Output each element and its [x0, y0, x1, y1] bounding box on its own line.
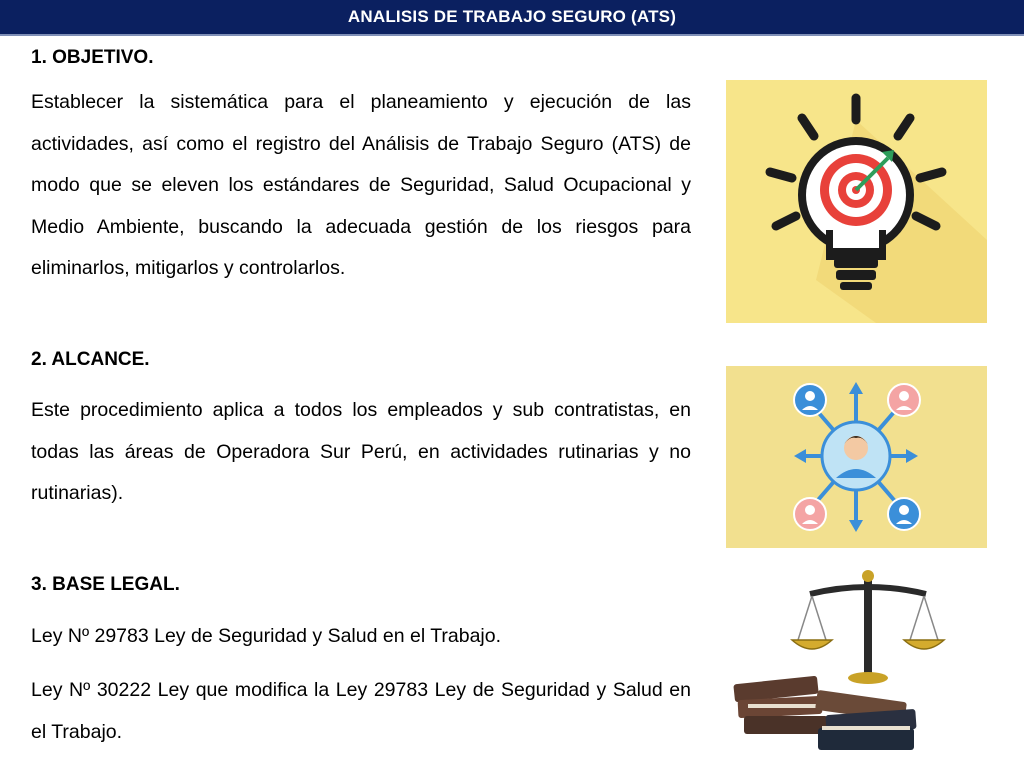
people-network-illustration — [726, 366, 987, 548]
justice-scale-books-illustration — [726, 560, 987, 758]
lightbulb-icon — [726, 80, 987, 323]
section-heading-alcance: 2. ALCANCE. — [31, 349, 150, 370]
page-title: ANALISIS DE TRABAJO SEGURO (ATS) — [347, 7, 677, 26]
title-bar — [0, 0, 1024, 36]
people-network-icon — [726, 366, 987, 548]
section-heading-objetivo: 1. OBJETIVO. — [31, 47, 154, 68]
law-item-1: Ley Nº 29783 Ley de Seguridad y Salud en el Trabajo. — [31, 625, 502, 647]
scale-icon — [726, 560, 987, 758]
section-heading-base-legal: 3. BASE LEGAL. — [31, 574, 180, 595]
lightbulb-target-illustration — [726, 80, 987, 323]
law-item-2: Ley Nº 30222 Ley que modifica la Ley 29783 Ley de Seguridad y Salud en el Trabajo. — [31, 679, 691, 743]
section-text-objetivo: Establecer la sistemática para el planeamiento y ejecución de las actividades, así como el registro del Análisis de Trabajo Seguro (ATS) de modo que se eleven los estándares de Seguridad, Salud Ocupacional y Medio Ambiente, buscando la adecuada gestión de los riesgos para eliminarlos, mitigarlos y controlarlos. — [31, 91, 691, 279]
section-text-alcance: Este procedimiento aplica a todos los empleados y sub contratistas, en todas las áreas de Operadora Sur Perú, en actividades rutinarias y no rutinarias). — [31, 399, 691, 504]
